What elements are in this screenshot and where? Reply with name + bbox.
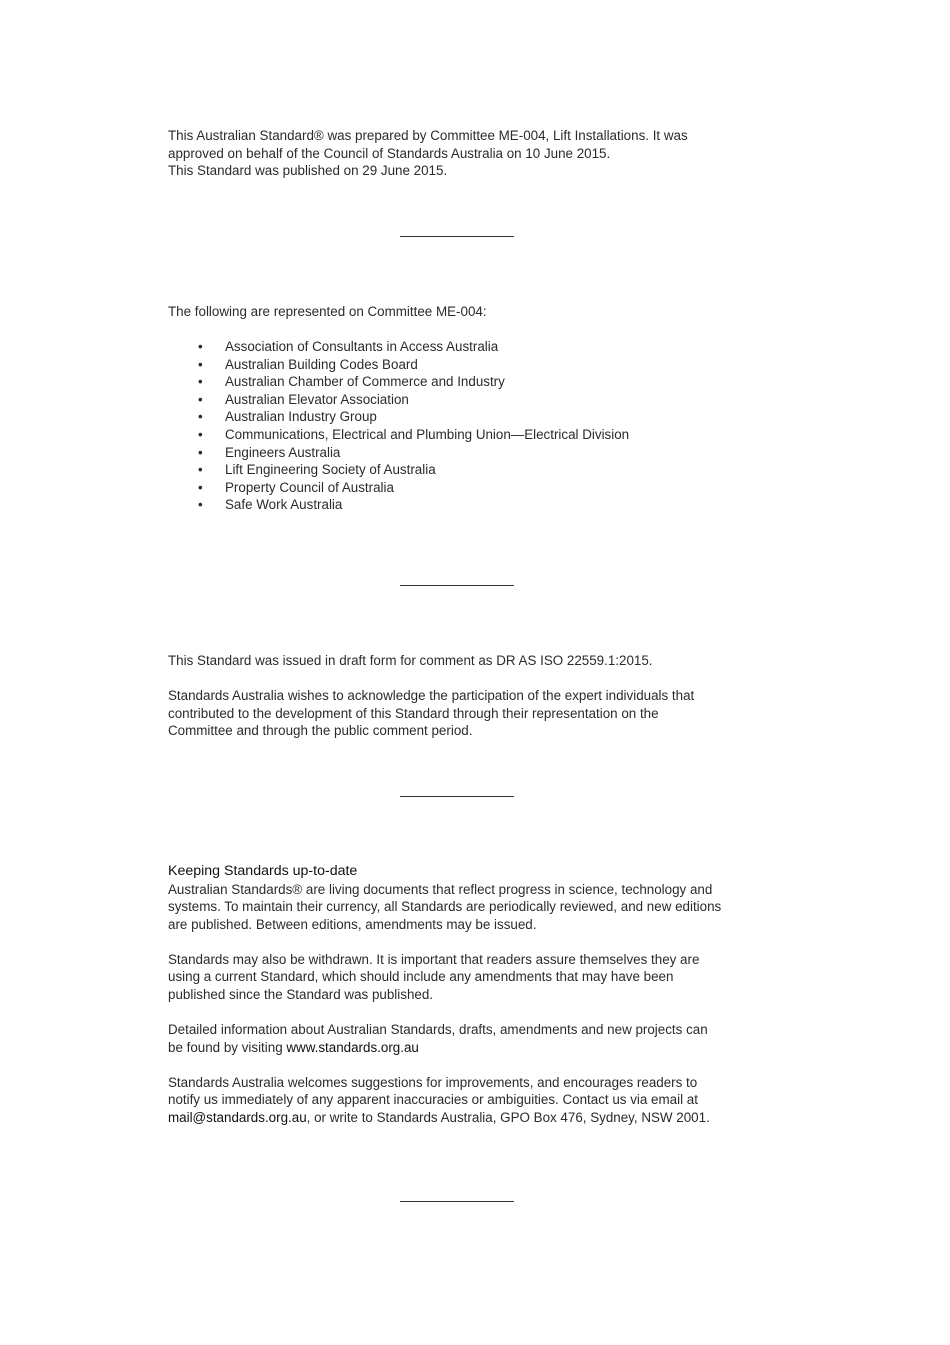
committee-member-item (168, 408, 768, 426)
keeping-up-to-date-section (168, 863, 768, 1126)
committee-member-name: Australian Elevator Association (225, 391, 409, 407)
bullet-icon: • (198, 479, 203, 495)
committee-member-item (168, 479, 768, 497)
section-divider (400, 585, 514, 586)
committee-member-name: Australian Chamber of Commerce and Industry (225, 374, 505, 390)
keeping-p4-line-3-text: , or write to Standards Australia, GPO Box 476, Sydney, NSW 2001. (306, 1109, 710, 1125)
prep-line-3: This Standard was published on 29 June 2015. (168, 163, 448, 179)
draft-line: This Standard was issued in draft form for comment as DR AS ISO 22559.1:2015. (168, 653, 653, 668)
committee-intro: The following are represented on Committee ME-004: (168, 304, 487, 319)
committee-member-item (168, 356, 768, 374)
bullet-icon: • (198, 356, 203, 372)
contact-email-link[interactable]: mail@standards.org.au (168, 1109, 307, 1125)
bullet-icon: • (198, 374, 203, 390)
committee-member-item (168, 461, 768, 479)
keeping-p2-line-2: using a current Standard, which should include any amendments that may have been (168, 969, 674, 985)
committee-member-name: Lift Engineering Society of Australia (225, 462, 436, 478)
acknowledgement-line-3: Committee and through the public comment period. (168, 723, 473, 739)
committee-member-list (168, 338, 768, 514)
preparation-note (168, 127, 768, 180)
bullet-icon: • (198, 462, 203, 478)
section-divider (400, 236, 514, 237)
bullet-icon: • (198, 497, 203, 513)
prep-line-1: This Australian Standard® was prepared by Committee ME-004, Lift Installations. It was (168, 128, 688, 143)
committee-member-name: Communications, Electrical and Plumbing Union—Electrical Division (225, 426, 630, 442)
acknowledgement-line-2: contributed to the development of this Standard through their representation on the (168, 705, 659, 721)
keeping-p1-line-3: are published. Between editions, amendments may be issued. (168, 916, 537, 932)
committee-member-item (168, 444, 768, 462)
committee-member-item (168, 373, 768, 391)
committee-member-item (168, 391, 768, 409)
keeping-p4-line-1: Standards Australia welcomes suggestions for improvements, and encourages readers to (168, 1074, 698, 1090)
keeping-p2-line-1: Standards may also be withdrawn. It is important that readers assure themselves they are (168, 951, 700, 967)
committee-member-item (168, 338, 768, 356)
bullet-icon: • (198, 338, 203, 354)
keeping-p2-line-3: published since the Standard was published. (168, 986, 434, 1002)
draft-note (168, 652, 768, 740)
keeping-p4-line-2: notify us immediately of any apparent inaccuracies or ambiguities. Contact us via email at (168, 1092, 698, 1108)
committee-member-name: Australian Building Codes Board (225, 356, 418, 372)
bullet-icon: • (198, 444, 203, 460)
keeping-heading: Keeping Standards up-to-date (168, 863, 358, 879)
committee-member-item (168, 426, 768, 444)
bullet-icon: • (198, 391, 203, 407)
committee-member-item (168, 496, 768, 514)
committee-member-name: Australian Industry Group (225, 409, 377, 425)
keeping-p3-line-2 (168, 1039, 768, 1057)
committee-section (168, 303, 768, 514)
section-divider (400, 796, 514, 797)
keeping-p1-line-1: Australian Standards® are living documents that reflect progress in science, technology and (168, 881, 713, 897)
keeping-p4-line-3 (168, 1109, 768, 1127)
committee-member-name: Property Council of Australia (225, 479, 394, 495)
standards-website-link[interactable]: www.standards.org.au (286, 1039, 419, 1055)
keeping-p1-line-2: systems. To maintain their currency, all Standards are periodically reviewed, and new editions (168, 899, 722, 915)
committee-member-name: Engineers Australia (225, 444, 341, 460)
section-divider (400, 1201, 514, 1202)
keeping-p3-line-2-text: be found by visiting (168, 1039, 287, 1055)
bullet-icon: • (198, 409, 203, 425)
acknowledgement-line-1: Standards Australia wishes to acknowledge the participation of the expert individuals that (168, 687, 695, 703)
committee-member-name: Safe Work Australia (225, 497, 343, 513)
prep-line-2: approved on behalf of the Council of Standards Australia on 10 June 2015. (168, 145, 611, 161)
keeping-p3-line-1: Detailed information about Australian Standards, drafts, amendments and new projects can (168, 1021, 708, 1037)
committee-member-name: Association of Consultants in Access Australia (225, 338, 499, 354)
bullet-icon: • (198, 426, 203, 442)
